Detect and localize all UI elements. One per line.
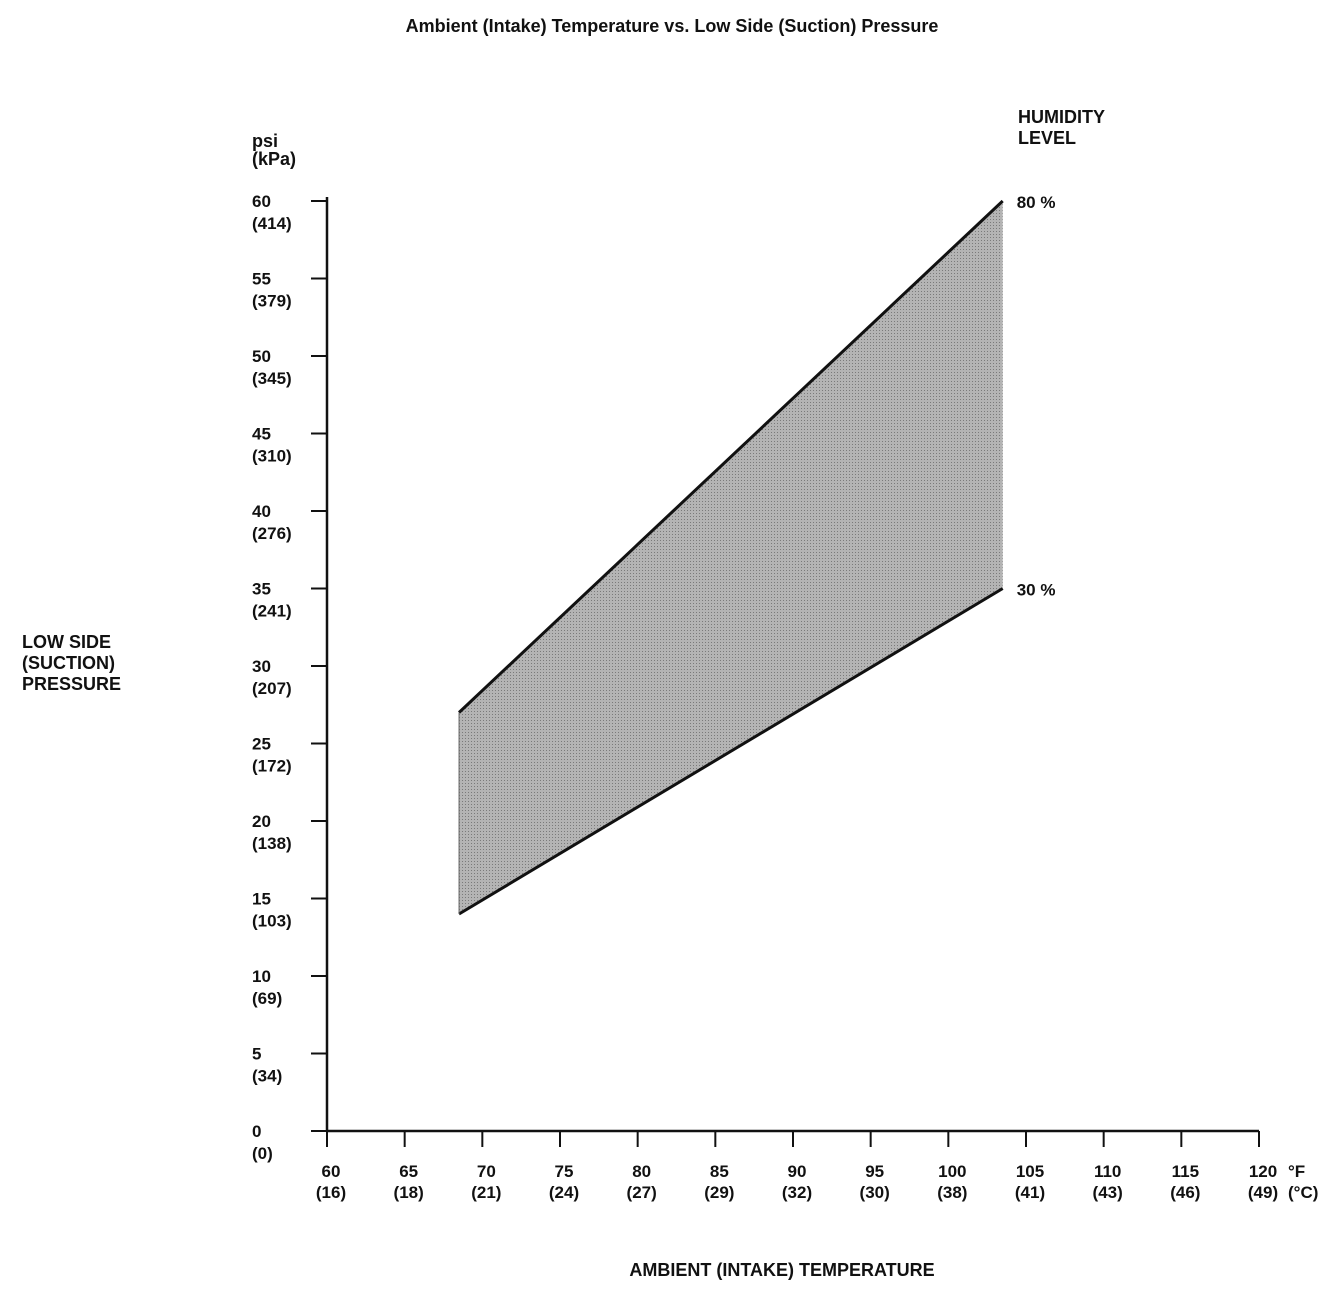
y-unit-psi: psi — [252, 131, 279, 151]
y-tick-label-kpa: (345) — [252, 369, 292, 388]
y-tick-label-kpa: (34) — [252, 1066, 283, 1086]
x-tick-label-f: 110 — [1093, 1162, 1122, 1181]
x-tick-label-c: (41) — [1014, 1183, 1046, 1202]
y-tick-label-psi: 50 — [252, 347, 271, 366]
chart-title: Ambient (Intake) Temperature vs. Low Side (Suction) Pressure — [405, 16, 939, 36]
x-tick-label-f: 75 — [554, 1162, 574, 1181]
y-tick-label-psi: 25 — [252, 734, 271, 754]
y-tick-label-psi: 40 — [252, 502, 271, 521]
x-tick-label-c: (49) — [1247, 1183, 1279, 1202]
x-tick-label-f: 85 — [709, 1162, 729, 1181]
x-tick-label-f: 115 — [1171, 1162, 1200, 1181]
y-tick-label-psi: 55 — [252, 269, 271, 289]
x-tick-label-c: (21) — [471, 1183, 502, 1202]
y-axis-label-line-3: PRESSURE — [22, 674, 122, 694]
y-tick-label-kpa: (172) — [252, 756, 292, 776]
x-tick-label-c: (29) — [704, 1183, 735, 1202]
x-tick-label-f: 120 — [1248, 1162, 1278, 1181]
x-tick-label-c: (16) — [315, 1183, 347, 1202]
y-tick-label-psi: 60 — [252, 192, 271, 211]
y-tick-label-kpa: (276) — [252, 524, 292, 543]
x-tick-label-c: (24) — [548, 1183, 580, 1202]
y-tick-label-psi: 5 — [252, 1044, 262, 1064]
y-tick-label-kpa: (0) — [252, 1144, 273, 1163]
x-tick-label-c: (27) — [626, 1183, 657, 1202]
y-tick-label-psi: 15 — [252, 889, 271, 909]
y-tick-label-kpa: (414) — [252, 214, 292, 233]
x-tick-label-c: (30) — [859, 1183, 890, 1202]
humidity-band — [459, 201, 1003, 914]
x-tick-label-c: (46) — [1170, 1183, 1201, 1202]
y-tick-label-kpa: (103) — [252, 911, 292, 931]
y-axis-label-line-2: (SUCTION) — [22, 653, 115, 673]
x-tick-label-c: (38) — [937, 1183, 968, 1202]
y-tick-label-psi: 0 — [252, 1122, 262, 1141]
x-axis-label: AMBIENT (INTAKE) TEMPERATURE — [629, 1260, 935, 1280]
x-tick-label-f: 95 — [865, 1162, 885, 1181]
legend-title-line-1: HUMIDITY — [1018, 107, 1105, 127]
y-unit-kpa: (kPa) — [252, 149, 297, 169]
y-tick-label-psi: 10 — [252, 967, 271, 986]
y-tick-label-kpa: (138) — [252, 834, 292, 853]
x-tick-label-f: 100 — [938, 1162, 967, 1181]
y-tick-label-kpa: (379) — [252, 291, 292, 311]
x-tick-label-f: 60 — [321, 1162, 341, 1181]
x-unit-c: (°C) — [1288, 1183, 1319, 1202]
x-tick-label-c: (18) — [393, 1183, 424, 1202]
y-tick-label-psi: 20 — [252, 812, 271, 831]
y-axis-label-line-1: LOW SIDE — [22, 632, 111, 652]
y-tick-label-psi: 30 — [252, 657, 271, 676]
x-tick-label-f: 70 — [476, 1162, 496, 1181]
legend-title-line-2: LEVEL — [1018, 128, 1077, 148]
y-tick-label-psi: 35 — [252, 579, 271, 599]
x-tick-label-f: 65 — [399, 1162, 419, 1181]
humidity-line-label: 30 % — [1016, 580, 1056, 600]
x-tick-label-c: (43) — [1092, 1183, 1123, 1202]
x-tick-label-f: 105 — [1015, 1162, 1045, 1181]
y-tick-label-kpa: (69) — [252, 989, 283, 1008]
y-tick-label-kpa: (207) — [252, 679, 292, 698]
y-tick-label-kpa: (241) — [252, 601, 292, 621]
x-tick-label-f: 80 — [632, 1162, 652, 1181]
x-unit-f: °F — [1288, 1162, 1306, 1181]
y-tick-label-psi: 45 — [252, 424, 271, 444]
x-tick-label-c: (32) — [781, 1183, 813, 1202]
humidity-line-label: 80 % — [1016, 193, 1056, 212]
y-tick-label-kpa: (310) — [252, 446, 292, 466]
x-tick-label-f: 90 — [787, 1162, 807, 1181]
